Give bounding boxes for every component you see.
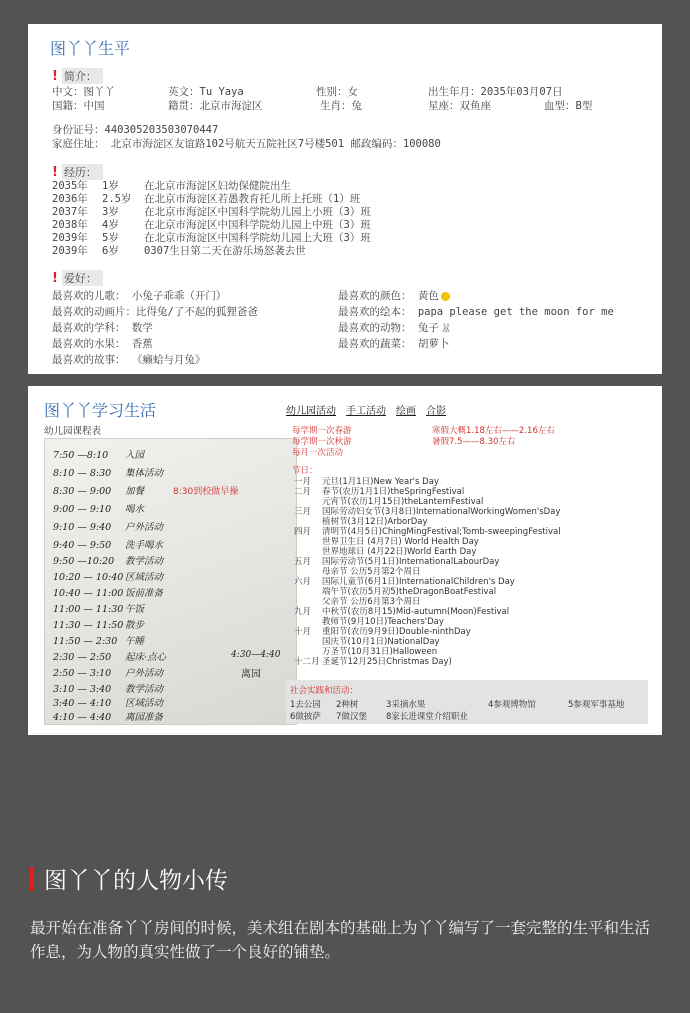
festival-item: 二月 春节(农历1月1日)theSpringFestival bbox=[294, 487, 465, 497]
intro-constellation: 星座：双鱼座 bbox=[428, 100, 491, 112]
hobby-story: 最喜欢的故事： 《癞蛤与月兔》 bbox=[52, 354, 206, 366]
bio-paragraph: 最开始在准备丫丫房间的时候，美术组在剧本的基础上为丫丫编写了一套完整的生平和生活作息，为人物的真实性做了一个良好的铺垫。 bbox=[30, 919, 651, 961]
activity-tabs bbox=[286, 402, 446, 417]
history-item: 2035年 1岁 在北京市海淀区妇幼保健院出生 bbox=[52, 180, 291, 192]
exclamation-icon: ! bbox=[52, 270, 58, 286]
schedule-side-item: 离园 bbox=[241, 669, 261, 680]
schedule-row: 9:40 — 9:50 洗手喝水 bbox=[53, 540, 164, 551]
hobby-song: 最喜欢的儿歌： 小兔子乖乖（开门） bbox=[52, 290, 227, 302]
hobby-color-row: 最喜欢的颜色： 黄色 bbox=[338, 288, 450, 303]
intro-english-name: 英文：Tu Yaya bbox=[168, 86, 244, 98]
social-activity-title: 社会实践和活动： bbox=[290, 686, 359, 696]
hobby-fruit: 最喜欢的水果： 香蕉 bbox=[52, 338, 153, 350]
schedule-side-time: 4:30—4:40 bbox=[231, 650, 281, 660]
schedule-row: 2:50 — 3:10 户外活动 bbox=[53, 668, 164, 679]
intro-blood-type: 血型：B型 bbox=[544, 100, 593, 112]
bio-heading bbox=[30, 862, 228, 895]
festival-item-highlight: 父亲节 公历6月第3个周日 bbox=[322, 597, 421, 607]
schedule-note: 8:30到校做早操 bbox=[173, 487, 239, 497]
festival-item: 端午节(农历5月初5)theDragonBoatFestival bbox=[322, 587, 497, 597]
festival-item: 植树节(3月12日)ArborDay bbox=[322, 517, 428, 527]
intro-zodiac: 生肖：兔 bbox=[320, 100, 362, 112]
festival-item: 三月 国际劳动妇女节(3月8日)InternationalWorkingWomen'sDay bbox=[294, 507, 561, 517]
hobby-subject: 最喜欢的学科： 数学 bbox=[52, 322, 153, 334]
schedule-row: 9:00 — 9:10 喝水 bbox=[53, 504, 145, 515]
exclamation-icon: ! bbox=[52, 164, 58, 180]
schedule-row: 11:00 — 11:30 午饭 bbox=[53, 604, 145, 615]
intro-nationality: 国籍：中国 bbox=[52, 100, 105, 112]
schedule-row: 3:10 — 3:40 教学活动 bbox=[53, 684, 164, 695]
festival-item: 一月 元旦(1月1日)New Year's Day bbox=[294, 477, 439, 487]
trip-autumn: 每学期一次秋游 bbox=[292, 437, 352, 447]
schedule-photo bbox=[44, 438, 297, 725]
activity-item: 5参观军事基地 bbox=[568, 700, 625, 710]
festival-item: 九月 中秋节(农历8月15)Mid-autumn(Moon)Festival bbox=[294, 607, 510, 617]
intro-label: 简介： bbox=[62, 68, 103, 84]
bio-heading-accent-bar bbox=[30, 867, 34, 891]
tab-drawing[interactable]: 绘画 bbox=[396, 406, 416, 417]
festival-item: 五月 国际劳动节(5月1日)InternationalLabourDay bbox=[294, 557, 500, 567]
history-item: 2039年 5岁 在北京市海淀区中国科学院幼儿园上大班（3）班 bbox=[52, 232, 371, 244]
trip-spring: 每学期一次春游 bbox=[292, 426, 352, 436]
intro-id-number: 身份证号：440305203503070447 bbox=[52, 124, 219, 136]
history-item: 2037年 3岁 在北京市海淀区中国科学院幼儿园上小班（3）班 bbox=[52, 206, 371, 218]
schedule-row: 2:30 — 2:50 起床·点心 bbox=[53, 652, 167, 663]
history-item: 2036年 2.5岁 在北京市海淀区若愚教育托儿所上托班（1）班 bbox=[52, 193, 361, 205]
study-life-card bbox=[28, 386, 662, 735]
rabbit-icon: 🐰 bbox=[440, 324, 453, 334]
activity-item: 2种树 bbox=[336, 700, 359, 710]
hobby-cartoon: 最喜欢的动画片：比得兔/了不起的狐狸爸爸 bbox=[52, 306, 258, 318]
activity-item: 6做披萨 bbox=[290, 712, 321, 722]
biography-card-title: 图丫丫生平 bbox=[50, 39, 131, 58]
social-activity-box bbox=[286, 680, 648, 724]
schedule-row: 11:30 — 11:50 散步 bbox=[53, 620, 145, 631]
hobby-animal-row: 最喜欢的动物： 兔子 🐰 bbox=[338, 322, 453, 334]
schedule-row: 10:20 — 10:40 区域活动 bbox=[53, 572, 164, 583]
festival-item: 六月 国际儿童节(6月1日)InternationalChildren's Day bbox=[294, 577, 515, 587]
tab-group-photo[interactable]: 合影 bbox=[426, 406, 446, 417]
intro-section-header bbox=[52, 68, 103, 84]
bio-title: 图丫丫的人物小传 bbox=[44, 868, 228, 894]
hobby-label: 爱好： bbox=[62, 270, 103, 286]
hobby-section-header bbox=[52, 270, 103, 286]
festival-item: 四月 清明节(4月5日)ChingMingFestival;Tomb-sweepingFestival bbox=[294, 527, 561, 537]
schedule-row: 11:50 — 2:30 午睡 bbox=[53, 636, 145, 647]
intro-hometown: 籍贯：北京市海淀区 bbox=[168, 100, 263, 112]
festival-item: 国庆节(10月1日)NationalDay bbox=[322, 637, 440, 647]
activity-item: 4参观博物馆 bbox=[488, 700, 536, 710]
history-item: 2038年 4岁 在北京市海淀区中国科学院幼儿园上中班（3）班 bbox=[52, 219, 371, 231]
trip-monthly: 每月一次活动 bbox=[292, 448, 344, 458]
activity-item: 7做汉堡 bbox=[336, 712, 367, 722]
festival-item: 十二月 圣诞节12月25日Christmas Day) bbox=[294, 657, 452, 667]
intro-chinese-name: 中文：图丫丫 bbox=[52, 86, 115, 98]
intro-birth-date: 出生年月：2035年03月07日 bbox=[428, 86, 563, 98]
schedule-row: 9:50 —10:20 教学活动 bbox=[53, 556, 164, 567]
schedule-row: 4:10 — 4:40 离园准备 bbox=[53, 712, 164, 723]
schedule-row: 9:10 — 9:40 户外活动 bbox=[53, 522, 164, 533]
schedule-photo-label: 幼儿园课程表 bbox=[44, 426, 102, 437]
hobby-vegetable: 最喜欢的蔬菜： 胡萝卜 bbox=[338, 338, 450, 350]
exclamation-icon: ! bbox=[52, 68, 58, 84]
activity-item: 1去公园 bbox=[290, 700, 321, 710]
schedule-row: 8:10 — 8:30 集体活动 bbox=[53, 468, 164, 479]
tab-kindergarten-activities[interactable]: 幼儿园活动 bbox=[286, 406, 336, 417]
festival-item-highlight: 母亲节 公历5月第2个周日 bbox=[322, 567, 421, 577]
summer-vacation: 暑假7.5——8.30左右 bbox=[432, 437, 516, 447]
festival-item: 教师节(9月10日)Teachers'Day bbox=[322, 617, 444, 627]
schedule-row: 8:30 — 9:00 加餐 bbox=[53, 486, 145, 497]
festival-item: 世界地球日 (4月22日)World Earth Day bbox=[322, 547, 477, 557]
moon-icon bbox=[441, 292, 450, 301]
history-label: 经历： bbox=[62, 164, 103, 180]
schedule-row: 7:50 —8:10 入园 bbox=[53, 450, 145, 461]
schedule-row: 10:40 — 11:00 饭前准备 bbox=[53, 588, 164, 599]
activity-item: 8家长进课堂介绍职业 bbox=[386, 712, 468, 722]
festival-item: 元宵节(农历1月15日)theLanternFestival bbox=[322, 497, 484, 507]
schedule-row: 3:40 — 4:10 区域活动 bbox=[53, 698, 164, 709]
festival-label: 节日： bbox=[292, 466, 318, 476]
festival-item: 世界卫生日 (4月7日) World Health Day bbox=[322, 537, 479, 547]
intro-address: 家庭住址： 北京市海淀区友谊路102号航天五院社区7号楼501 邮政编码：100080 bbox=[52, 138, 441, 150]
intro-gender: 性别：女 bbox=[316, 86, 358, 98]
history-item: 2039年 6岁 0307生日第二天在游乐场怒袭去世 bbox=[52, 245, 306, 257]
tab-crafts[interactable]: 手工活动 bbox=[346, 406, 386, 417]
festival-item: 万圣节(10月31日)Halloween bbox=[322, 647, 438, 657]
activity-item: 3采摘水果 bbox=[386, 700, 426, 710]
study-life-card-title: 图丫丫学习生活 bbox=[44, 401, 157, 420]
festival-item: 十月 重阳节(农历9月9日)Double-ninthDay bbox=[294, 627, 471, 637]
winter-vacation: 寒假大概1.18左右——2.16左右 bbox=[432, 426, 555, 436]
hobby-picture-book: 最喜欢的绘本： papa please get the moon for me bbox=[338, 306, 614, 318]
biography-card bbox=[28, 24, 662, 374]
